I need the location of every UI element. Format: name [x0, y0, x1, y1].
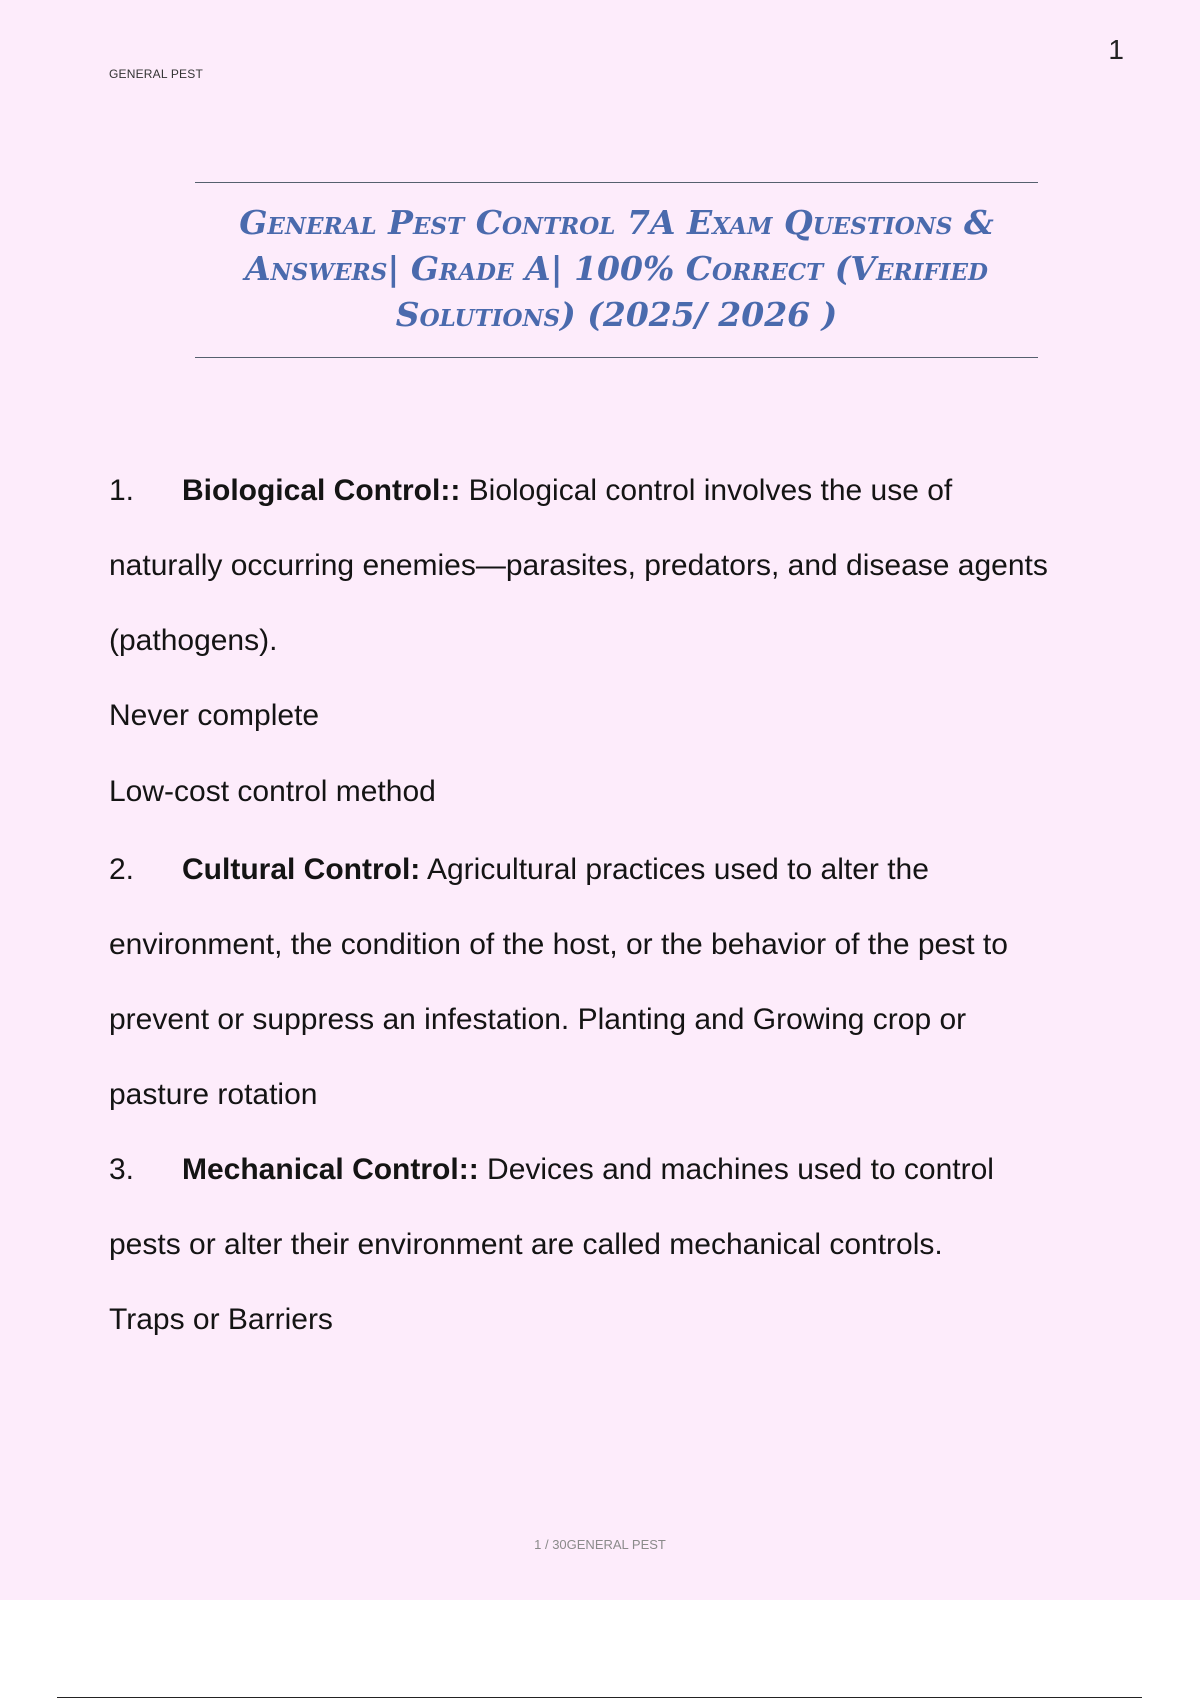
- list-item-3-heading: [109, 1153, 994, 1187]
- page-bottom-rule: [57, 1697, 1142, 1698]
- list-term: Mechanical Control::: [182, 1153, 479, 1186]
- list-text: Devices and machines used to control: [478, 1153, 994, 1186]
- list-item-1-note-2: Low-cost control method: [109, 775, 436, 808]
- page-footer: 1 / 30GENERAL PEST: [534, 1537, 666, 1552]
- list-item-2-line-3: prevent or suppress an infestation. Planting and Growing crop or: [109, 1003, 967, 1036]
- document-title: [195, 200, 1038, 338]
- running-header: GENERAL PEST: [109, 67, 203, 81]
- title-line-3: Solutions) (2025/ 2026 ): [395, 295, 838, 334]
- list-item-1-line-2: naturally occurring enemies—parasites, predators, and disease agents: [109, 549, 1048, 582]
- title-rule-top: [195, 182, 1038, 183]
- list-text: Agricultural practices used to alter the: [420, 853, 929, 886]
- list-term: Biological Control::: [182, 474, 461, 507]
- list-item-2-line-2: environment, the condition of the host, or the behavior of the pest to: [109, 928, 1008, 961]
- list-item-2-line-4: pasture rotation: [109, 1078, 318, 1111]
- title-line-2: Answers| Grade A| 100% Correct (Verified: [245, 249, 988, 288]
- list-number: 1.: [109, 474, 135, 507]
- title-line-1: General Pest Control 7A Exam Questions &: [239, 203, 994, 242]
- list-number: 2.: [109, 853, 135, 886]
- list-number: 3.: [109, 1153, 135, 1186]
- list-item-3-line-2: pests or alter their environment are called mechanical controls.: [109, 1228, 943, 1261]
- list-item-1-heading: [109, 474, 952, 508]
- list-text: Biological control involves the use of: [460, 474, 953, 507]
- title-rule-bottom: [195, 357, 1038, 358]
- list-item-3-note-1: Traps or Barriers: [109, 1303, 333, 1336]
- page-number: 1: [1108, 34, 1124, 65]
- list-item-2-heading: [109, 853, 929, 887]
- list-item-1-line-3: (pathogens).: [109, 624, 278, 657]
- list-item-1-note-1: Never complete: [109, 699, 320, 732]
- list-term: Cultural Control:: [182, 853, 421, 886]
